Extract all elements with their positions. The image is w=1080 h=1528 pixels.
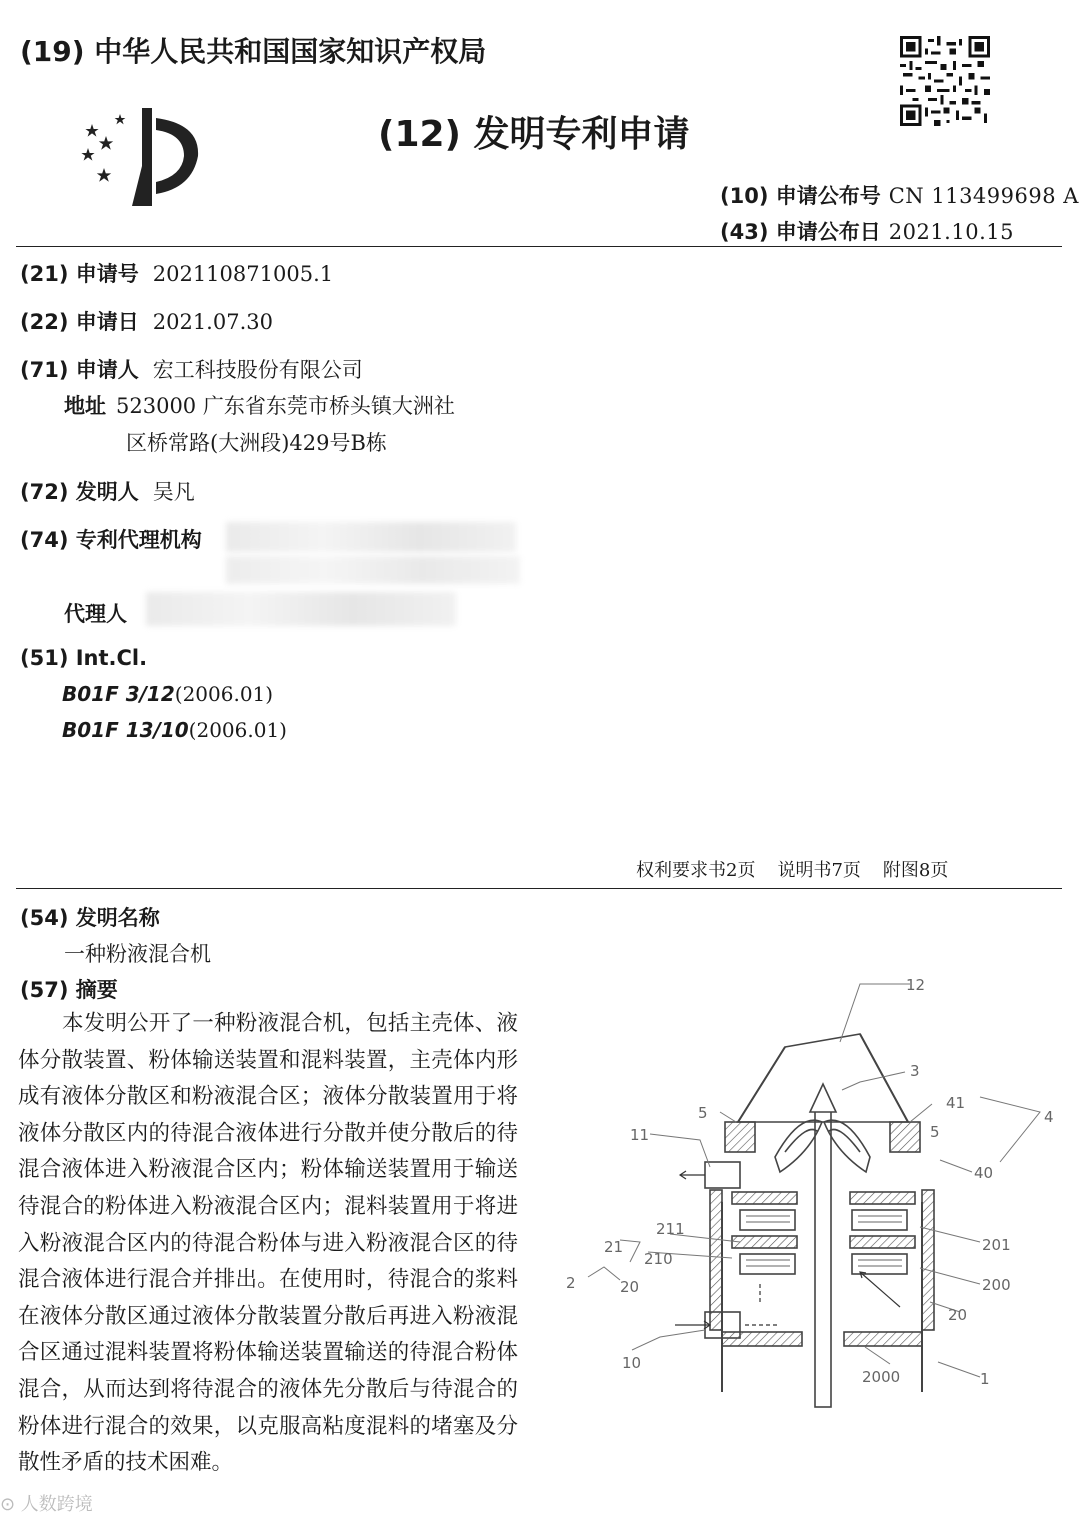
abstract-label xyxy=(20,974,132,1004)
address-label: 地址 xyxy=(64,394,106,418)
figure-label: 211 xyxy=(656,1220,685,1238)
figure-label: 5 xyxy=(930,1123,940,1141)
qr-code-icon xyxy=(900,36,990,126)
patent-agency-label-text: (74) 专利代理机构 xyxy=(20,528,202,552)
mixer-cross-section-figure xyxy=(560,972,1070,1412)
application-date-label: (22) 申请日 xyxy=(20,310,139,334)
figure-label: 5 xyxy=(698,1104,708,1122)
ipc-code: B01F 13/10 xyxy=(62,718,189,742)
publication-date-value: 2021.10.15 xyxy=(888,220,1014,244)
publication-number xyxy=(720,180,1079,210)
description-pages: 说明书7页 xyxy=(777,860,861,881)
application-number-label: (21) 申请号 xyxy=(20,262,139,286)
application-date xyxy=(20,306,273,336)
figure-label: 20 xyxy=(948,1306,968,1324)
ipc-label-text: (51) Int.Cl. xyxy=(20,646,148,670)
inventor-value: 吴凡 xyxy=(152,480,195,504)
redacted-agency xyxy=(226,522,516,552)
watermark: ⊙ 人数跨境 xyxy=(0,1494,93,1515)
figure-label: 11 xyxy=(630,1126,650,1144)
invention-title-label-text: (54) 发明名称 xyxy=(20,906,160,930)
figure-label: 201 xyxy=(982,1236,1011,1254)
publication-number-label: (10) 申请公布号 xyxy=(720,184,881,208)
address-line1: 523000 广东省东莞市桥头镇大洲社 xyxy=(116,394,455,418)
abstract-text: 本发明公开了一种粉液混合机，包括主壳体、液体分散装置、粉体输送装置和混料装置，主壳体内形成有液体分散区和粉液混合区；液体分散装置用于将液体分散区内的待混合液体进行分散并使分散后的待混合液体进入粉液混合区内；粉体输送装置用于输送待混合的粉体进入粉液混合区内；混料装置用于将进入粉液混合区内的待混合粉体与进入粉液混合区的待混合液体进行混合并排出。在使用时，待混合的浆料在液体分散区通过液体分散装置分散后再进入粉液混合区通过混料装置将粉体输送装置输送的待混合粉体混合，从而达到将待混合的液体先分散后与待混合的粉体进行混合的效果，以克服高粘度混料的堵塞及分散性矛盾的技术困难。 xyxy=(18,1011,518,1476)
ipc-class-1 xyxy=(62,682,273,706)
redacted-agency-line2 xyxy=(226,556,520,584)
header-divider xyxy=(16,246,1062,247)
cnipa-emblem-icon xyxy=(80,106,210,211)
address-line2: 区桥常路(大洲段)429号B栋 xyxy=(126,431,387,455)
invention-title: 一种粉液混合机 xyxy=(64,942,211,966)
address xyxy=(64,390,455,420)
figure-label: 4 xyxy=(1044,1108,1054,1126)
office-name: (19) 中华人民共和国国家知识产权局 xyxy=(20,35,487,68)
inventor xyxy=(20,476,195,506)
page-counts xyxy=(636,856,970,882)
figure-label: 20 xyxy=(620,1278,640,1296)
applicant-value: 宏工科技股份有限公司 xyxy=(152,358,363,382)
application-number-value: 202110871005.1 xyxy=(152,262,334,286)
application-date-value: 2021.07.30 xyxy=(152,310,273,334)
figure-label: 3 xyxy=(910,1062,920,1080)
figure-label: 2000 xyxy=(862,1368,901,1386)
agent-label-text: 代理人 xyxy=(64,602,127,626)
document-type: (12) 发明专利申请 xyxy=(378,114,690,155)
abstract-label-text: (57) 摘要 xyxy=(20,978,118,1002)
publication-number-value: CN 113499698 A xyxy=(888,184,1079,208)
figure-label: 200 xyxy=(982,1276,1011,1294)
inventor-label: (72) 发明人 xyxy=(20,480,139,504)
abstract-divider xyxy=(16,888,1062,889)
drawings-pages: 附图8页 xyxy=(882,860,949,881)
applicant xyxy=(20,354,363,384)
invention-title-label xyxy=(20,902,174,932)
ipc-version: (2006.01) xyxy=(174,682,274,706)
ipc-label xyxy=(20,646,161,670)
publication-date-label: (43) 申请公布日 xyxy=(720,220,881,244)
agent-label xyxy=(64,598,141,628)
figure-label: 10 xyxy=(622,1354,642,1372)
figure-label: 1 xyxy=(980,1370,990,1388)
figure-label: 21 xyxy=(604,1238,624,1256)
redacted-agent xyxy=(146,592,456,626)
figure-label: 40 xyxy=(974,1164,994,1182)
patent-agency-label xyxy=(20,524,216,554)
figure-label: 41 xyxy=(946,1094,966,1112)
figure-label: 2 xyxy=(566,1274,576,1292)
publication-date xyxy=(720,216,1014,246)
ipc-class-2 xyxy=(62,718,287,742)
applicant-label: (71) 申请人 xyxy=(20,358,139,382)
application-number xyxy=(20,258,333,288)
ipc-code: B01F 3/12 xyxy=(62,682,175,706)
figure-label: 210 xyxy=(644,1250,673,1268)
ipc-version: (2006.01) xyxy=(188,718,287,742)
claims-pages: 权利要求书2页 xyxy=(636,860,756,881)
figure-label: 12 xyxy=(906,976,926,994)
